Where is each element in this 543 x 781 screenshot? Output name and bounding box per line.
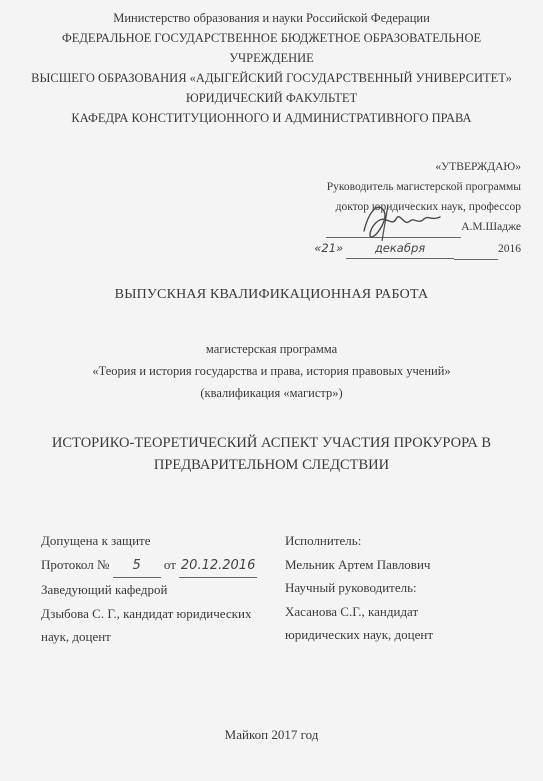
qualification: (квалификация «магистр») [200, 386, 343, 400]
admitted-label: Допущена к защите [41, 533, 151, 548]
protocol-date: 20.12.2016 [179, 554, 257, 579]
program-block [0, 338, 543, 404]
ministry-line: Министерство образования и науки Российской Федерации [113, 11, 430, 25]
document-type: ВЫПУСКНАЯ КВАЛИФИКАЦИОННАЯ РАБОТА [114, 287, 429, 302]
executor-name: Мельник Артем Павлович [285, 556, 431, 572]
topic-line-1: ИСТОРИКО-ТЕОРЕТИЧЕСКИЙ АСПЕКТ УЧАСТИЯ ПРОКУРОРА В [51, 435, 492, 451]
approval-position: Руководитель магистерской программы [326, 181, 521, 193]
header-line-federal: ФЕДЕРАЛЬНОЕ ГОСУДАРСТВЕННОЕ БЮДЖЕТНОЕ ОБРАЗОВАТЕЛЬНОЕ [61, 31, 482, 45]
header-line-university: ВЫСШЕГО ОБРАЗОВАНИЯ «АДЫГЕЙСКИЙ ГОСУДАРСТВЕННЫЙ УНИВЕРСИТЕТ» [31, 71, 512, 85]
protocol-number: 5 [113, 554, 161, 579]
faculty-line: ЮРИДИЧЕСКИЙ ФАКУЛЬТЕТ [185, 91, 358, 105]
program-name: «Теория и история государства и права, история правовых учений» [92, 364, 451, 378]
executor-label: Исполнитель: [285, 533, 362, 548]
approval-month: декабря [346, 238, 454, 259]
protocol-line [41, 553, 257, 579]
header-line-institution: УЧРЕЖДЕНИЕ [229, 51, 314, 65]
institution-header [0, 8, 543, 128]
protocol-from-label: от [163, 556, 176, 572]
approval-degree: доктор юридических наук, профессор [335, 201, 521, 213]
topic-line-2: ПРЕДВАРИТЕЛЬНОМ СЛЕДСТВИИ [153, 457, 390, 473]
approval-heading: «УТВЕРЖДАЮ» [435, 161, 521, 173]
approval-day: «21» [314, 241, 344, 255]
supervisor-label: Научный руководитель: [285, 580, 417, 595]
city-year: Майкоп 2017 год [224, 727, 319, 742]
approval-name: А.М.Шадже [461, 221, 521, 233]
handwritten-signature [358, 197, 448, 245]
supervisor-name: Хасанова С.Г., кандидат [285, 603, 419, 619]
thesis-topic [0, 432, 543, 476]
approval-year: 2016 [498, 243, 521, 255]
supervisor-degree: юридических наук, доцент [285, 627, 434, 642]
program-label: магистерская программа [205, 342, 338, 356]
head-of-department-name: Дзыбова С. Г., кандидат юридических [41, 605, 252, 621]
defense-admission-block [41, 529, 257, 649]
executor-block [285, 529, 433, 647]
department-line: КАФЕДРА КОНСТИТУЦИОННОГО И АДМИНИСТРАТИВНОГО ПРАВА [71, 111, 472, 125]
protocol-label: Протокол № [41, 556, 110, 572]
head-of-department-label: Заведующий кафедрой [41, 582, 168, 597]
head-of-department-degree: наук, доцент [41, 629, 111, 644]
